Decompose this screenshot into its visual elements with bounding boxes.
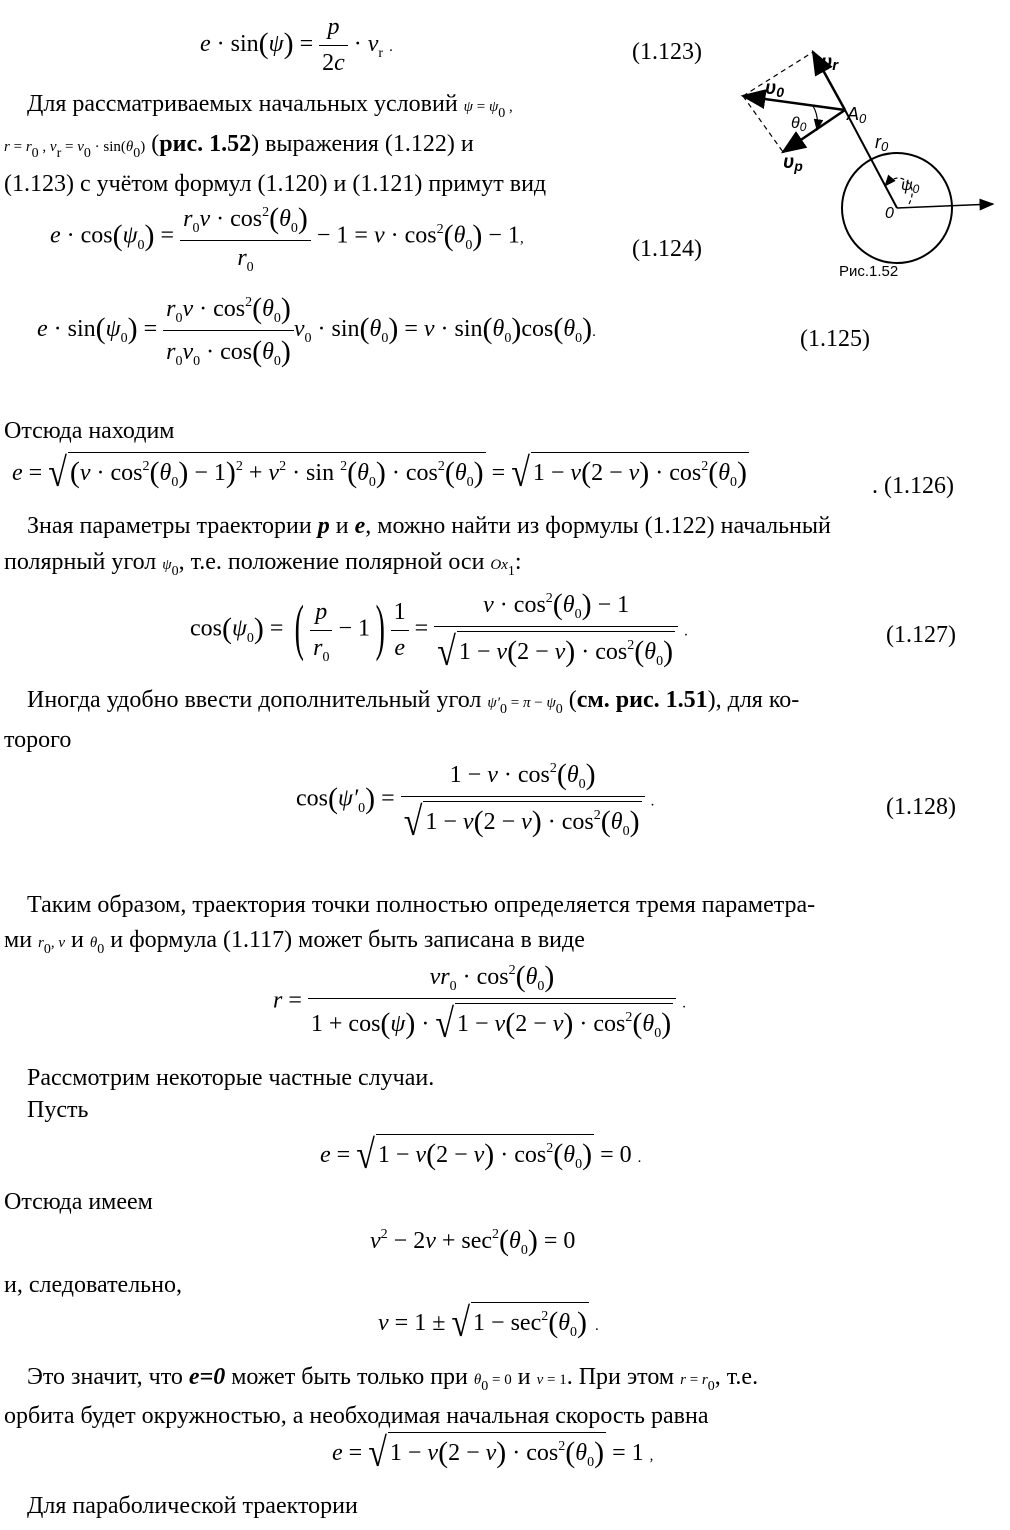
param-e: e xyxy=(354,513,366,539)
paragraph-8: Отсюда имеем xyxy=(4,1189,153,1215)
equation-number-1-128: (1.128) xyxy=(886,794,956,820)
label-theta0: θ0 xyxy=(791,115,807,134)
equation-1-125: $e \cdot \sin(\psi_0)$ = $\frac{r_0v \cdot \cos^2(\theta_0)}{r_0v_0 \cdot \cos(\theta_0)}$ $v_0 \cdot \sin(\theta_0) = v \cdot \sin(\theta_0)\cos(\theta_0)$. xyxy=(37,292,596,369)
text: ), для ко- xyxy=(707,687,800,713)
paragraph-6: Рассмотрим некоторые частные случаи. xyxy=(27,1065,435,1091)
paragraph-7: Пусть xyxy=(27,1097,89,1123)
equation-v-solution: v = 1 ± √ $1 - \sec^2(\theta_0)$ . xyxy=(378,1301,599,1346)
paragraph-4-line-2: торого xyxy=(4,727,72,753)
text: и xyxy=(71,927,84,953)
figure-ref: рис. 1.52 xyxy=(159,131,252,157)
equation-1-127: $\cos(\psi_0)$ = ( $\frac{p}{r_0}$ − 1) $\frac{1}{e}$ = $\frac{v \cdot \cos^2(\theta_0) - 1}{√ 1 - v(2 - v) \cdot \cos^2(\theta_0)}$ . xyxy=(190,588,688,675)
equation-number-1-127: (1.127) xyxy=(886,622,956,648)
label-vp: υp xyxy=(783,152,803,174)
radius-r0 xyxy=(845,110,897,208)
text: может быть только при xyxy=(231,1364,468,1390)
text: , можно найти из формулы (1.122) начальный xyxy=(365,513,831,539)
paragraph-3-line-2: полярный угол ψ0, т.е. положение полярной оси $Ox_1$: xyxy=(4,549,522,579)
text: , т.е. xyxy=(714,1364,759,1390)
paragraph-2: Отсюда находим xyxy=(4,418,175,444)
dashed-parallel-2 xyxy=(743,96,783,152)
paragraph-3-line-1 xyxy=(27,514,831,538)
figure-ref: см. рис. 1.51 xyxy=(576,687,708,713)
paragraph-4-line-1: Иногда удобно ввести дополнительный угол ψ′0 = π − ψ0 (см. рис. 1.51), для ко- xyxy=(27,687,800,717)
label-origin: 0 xyxy=(885,205,894,222)
text: . При этом xyxy=(566,1364,675,1390)
label-r0: r0 xyxy=(875,132,889,154)
paragraph-9: и, следовательно, xyxy=(4,1272,182,1298)
equation-1-123: e · sin(ψ) = $\frac{p}{2c}$ · $v_r$ . xyxy=(200,14,393,76)
equation-e-one: e = √ $1 - v(2 - v) \cdot \cos^2(\theta_0) = 1$ , xyxy=(332,1431,654,1476)
equation-number-1-124: (1.124) xyxy=(632,236,702,262)
paragraph-10-line-2: орбита будет окружностью, а необходимая начальная скорость равна xyxy=(4,1403,709,1429)
paragraph-5-line-1: Таким образом, траектория точки полностью определяется тремя параметра- xyxy=(27,892,816,918)
polar-axis xyxy=(897,204,993,208)
text: ми xyxy=(4,927,33,953)
equation-number-1-123: (1.123) xyxy=(632,39,702,65)
equation-1-124: $e \cdot \cos(\psi_0)$ = $\frac{r_0v \cdot \cos^2(\theta_0)}{r_0}$ − $1 = v \cdot \cos^2(\theta_0) - 1$, xyxy=(50,202,524,275)
param-p: p xyxy=(317,513,330,539)
vector-v0 xyxy=(743,96,845,110)
figure-1-52 xyxy=(735,48,1005,288)
label-psi0: ψ0 xyxy=(901,177,920,196)
label-vr: υr xyxy=(821,52,839,74)
text: Это значит, что xyxy=(27,1364,183,1390)
text: полярный угол xyxy=(4,549,157,575)
paragraph-10-line-1: Это значит, что e=0 может быть только при θ0 = 0 и v = 1. При этом r = r0, т.е. xyxy=(27,1364,759,1394)
equation-r: r = $\frac{vr_0 \cdot \cos^2(\theta_0)}{1 + \cos(\psi) \cdot √ 1 - v(2 - v) \cdot \cos^2(\theta_0)}$ . xyxy=(273,960,686,1047)
paragraph-11: Для параболической траектории xyxy=(27,1493,358,1519)
paragraph-1-line-1: Для рассматриваемых начальных условий ψ = ψ0 , xyxy=(27,91,513,121)
text: Иногда удобно ввести дополнительный угол xyxy=(27,687,482,713)
text: и xyxy=(335,513,349,539)
e-zero: e=0 xyxy=(188,1364,226,1390)
paragraph-5-line-2: ми r0, v и θ0 и формула (1.117) может быть записана в виде xyxy=(4,927,585,957)
text: , т.е. положение полярной оси xyxy=(178,549,485,575)
equation-1-128: $\cos(\psi'_0)$ = $\frac{1 - v \cdot \cos^2(\theta_0)}{√ 1 - v(2 - v) \cdot \cos^2(\theta_0)}$ . xyxy=(296,758,655,845)
equation-e-zero: e = √ $1 - v(2 - v) \cdot \cos^2(\theta_0) = 0$ . xyxy=(320,1133,642,1178)
equation-quadratic: $v^2 - 2v + \sec^2(\theta_0) = 0$ xyxy=(370,1224,576,1258)
equation-number-1-125: (1.125) xyxy=(800,326,870,352)
figure-caption: Рис.1.52 xyxy=(839,263,899,280)
equation-number-1-126: . (1.126) xyxy=(872,473,954,499)
label-v0: υ0 xyxy=(765,78,785,100)
text: Зная параметры траектории xyxy=(27,513,312,539)
paragraph-1-line-3: (1.123) с учётом формул (1.120) и (1.121) примут вид xyxy=(4,171,547,197)
label-a0: A0 xyxy=(847,104,867,126)
text: и xyxy=(517,1364,531,1390)
text: и формула (1.117) может быть записана в виде xyxy=(110,927,585,953)
theta-arc xyxy=(813,106,818,130)
text: ) выражения (1.122) и xyxy=(251,131,474,157)
equation-1-126: e = √ $(v \cdot \cos^2(\theta_0) - 1)^2 + v^2 \cdot \sin ^2(\theta_0) \cdot \cos^2(\theta_0)$ = √ $1 - v(2 - v) \cdot \cos^2(\theta_0)$ xyxy=(12,451,748,496)
text: Для рассматриваемых начальных условий xyxy=(27,91,458,117)
paragraph-1-line-2: r = r0 , vr = v0 · sin(θ0) (рис. 1.52) выражения (1.122) и xyxy=(4,131,474,161)
